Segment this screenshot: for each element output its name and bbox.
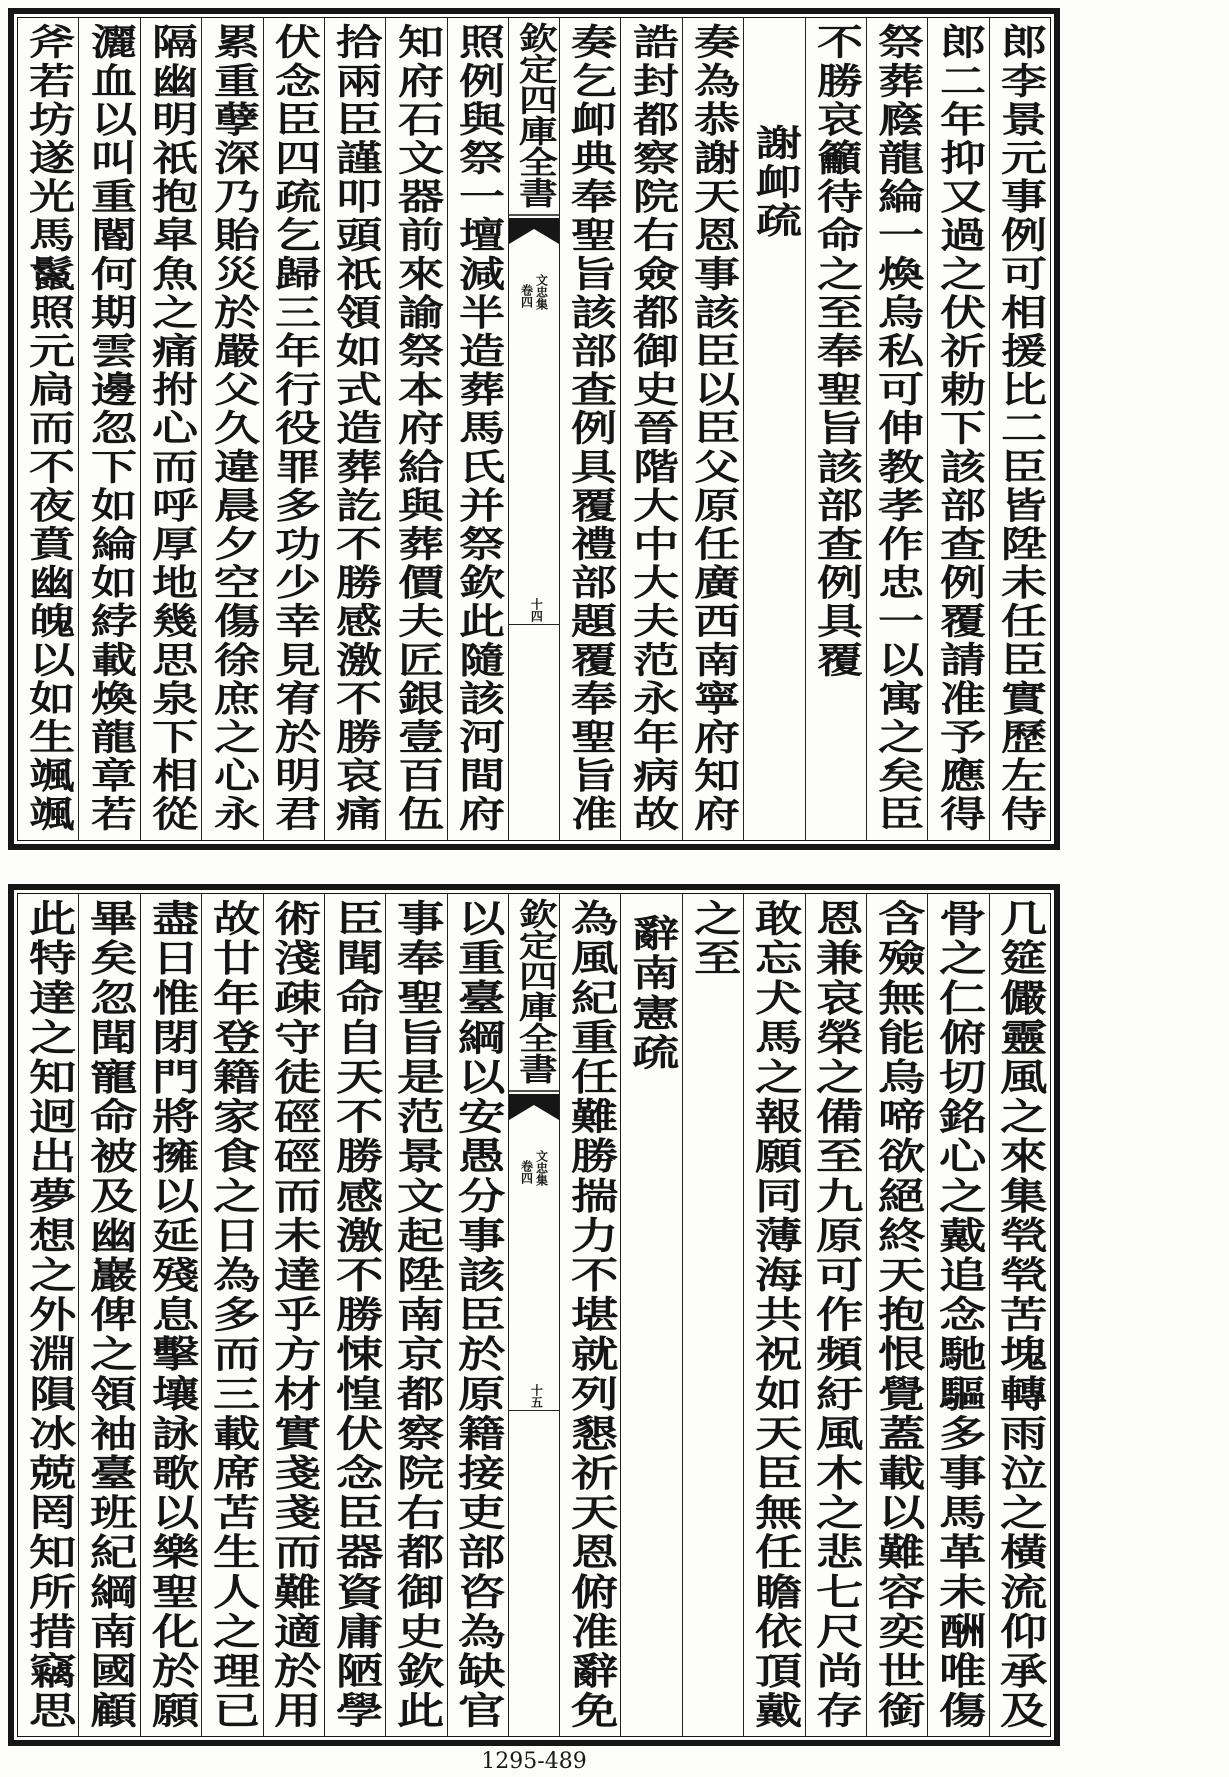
fold-rule: [509, 624, 559, 625]
column-text: 拾兩臣謹叩頭祇領如式造葬訖不勝感激不勝哀痛: [329, 23, 383, 834]
text-column: [927, 894, 988, 1736]
column-text: 祭葬廕龍綸一煥烏私可伸教孝作忠一以寓之矣臣: [871, 23, 925, 834]
text-column: [866, 894, 927, 1736]
bottom-panel: [8, 884, 1060, 1746]
center-fold-column: [508, 18, 559, 840]
column-text: 以重臺綱以安愚分事該臣於原籍接吏部咨為缺官: [450, 899, 507, 1731]
column-text: 骨之仁俯切銘心之戴追念馳驅多事馬革未酬唯傷: [930, 899, 988, 1731]
column-text: 照例與祭一壇減半造葬馬氏并祭欽此隨該河間府: [451, 23, 506, 834]
text-column: [805, 18, 866, 840]
essay-title-column: [620, 894, 681, 1736]
book-title: 文忠集: [534, 274, 549, 310]
column-text: 郎二年抑又過之伏祈勅下該部查例覆請准予應得: [932, 23, 987, 834]
text-column: [682, 18, 743, 840]
text-column: [447, 18, 508, 840]
column-text: 畢矣忽聞寵命被及幽巖俾之領袖臺班紀綱南國顧: [81, 899, 139, 1731]
column-text: 此特達之知迥出夢想之外淵隕冰兢罔知所措竊思: [20, 899, 77, 1731]
panel-frame: [17, 17, 1051, 841]
column-text: 累重孽深乃貽災於嚴父久違晨夕空傷徐庶之心永: [206, 23, 261, 834]
column-text: 郎李景元事例可相援比二臣皆陞未任臣實歷左侍: [993, 23, 1048, 834]
text-column: [866, 18, 927, 840]
column-text: 故廿年登籍家食之日為多而三載席苫生人之理已: [204, 899, 261, 1731]
volume-label: 卷四: [519, 1160, 534, 1184]
column-text: 敢忘犬馬之報願同薄海共祝如天臣無任瞻依頂戴: [746, 899, 803, 1731]
column-text: 臣聞命自天不勝感激不勝悚惶伏念臣器資庸陋學: [327, 899, 384, 1731]
leaf-number: 十五: [529, 1384, 544, 1408]
column-text: 隔幽明祇抱皐魚之痛拊心而呼厚地幾思泉下相從: [145, 23, 199, 834]
column-text: 含殮無能烏啼欲絕終天抱恨覺蓋載以難容奕世銜: [869, 899, 926, 1731]
text-column: [682, 894, 743, 1736]
text-column: [324, 18, 385, 840]
fishtail-mark: [509, 214, 559, 246]
essay-title: 辭南憲疏: [623, 914, 681, 1073]
text-column: [140, 894, 201, 1736]
column-text: 几筵儼靈風之來集煢煢苦塊轉雨泣之橫流仰承及: [992, 899, 1049, 1731]
text-column: [385, 18, 446, 840]
text-column: [201, 894, 262, 1736]
volume-label: 卷四: [519, 284, 534, 308]
text-column: [805, 894, 866, 1736]
column-text: 奏乞卹典奉聖旨該部查例具覆禮部題覆奉聖旨准: [564, 23, 619, 834]
text-column: [447, 894, 508, 1736]
text-column: [324, 894, 385, 1736]
text-column: [263, 894, 324, 1736]
fold-meta: [509, 274, 559, 310]
text-column: [559, 894, 620, 1736]
text-column: [18, 18, 78, 840]
column-text: 之至: [685, 899, 742, 979]
book-title: 文忠集: [534, 1150, 549, 1186]
series-title: 欽定四庫全書: [511, 898, 557, 1084]
top-panel: [8, 8, 1060, 850]
column-text: 伏念臣四疏乞歸三年行役罪多功少幸見宥於明君: [267, 23, 322, 834]
leaf-number: 十四: [529, 598, 544, 622]
text-column: [140, 18, 201, 840]
text-column: [18, 894, 78, 1736]
column-text: 為風紀重任難勝揣力不堪就列懇祈天恩俯准辭免: [562, 899, 619, 1731]
fold-meta: [509, 1150, 559, 1186]
column-text: 恩兼哀榮之備至九原可作頻紆風木之悲七尺尚存: [807, 899, 865, 1731]
column-text: 灑血以叫重閽何期雲邊忽下如綸如綍載煥龍章若: [83, 23, 138, 834]
column-text: 不勝哀籲待命之至奉聖旨該部查例具覆: [809, 23, 864, 680]
panel-frame: [17, 893, 1051, 1737]
series-title: 欽定四庫全書: [511, 22, 557, 208]
text-column: [201, 18, 262, 840]
text-column: [78, 894, 139, 1736]
text-column: [385, 894, 446, 1736]
essay-title: 謝卹疏: [748, 124, 803, 240]
fishtail-mark: [509, 1090, 559, 1122]
text-column: [559, 18, 620, 840]
text-column: [620, 18, 681, 840]
page-number: 1295-489: [481, 1749, 587, 1774]
column-text: 誥封都察院右僉都御史晉階大中大夫范永年病故: [625, 23, 680, 834]
column-text: 斧若坊遂光馬鬣照元扃而不夜賁幽魄以如生颯颯: [22, 23, 77, 834]
text-column: [927, 18, 988, 840]
column-text: 盡日惟閉門將擁以延殘息擊壤詠歌以樂聖化於願: [143, 899, 200, 1731]
text-column: [989, 18, 1050, 840]
text-column: [989, 894, 1050, 1736]
column-text: 術淺疎守徒硜硜而未達乎方材實戔戔而難適於用: [265, 899, 323, 1731]
column-text: 事奉聖旨是范景文起陞南京都察院右都御史欽此: [388, 899, 446, 1731]
essay-title-column: [743, 18, 804, 840]
column-text: 奏為恭謝天恩事該臣以臣父原任廣西南寧府知府: [687, 23, 741, 834]
column-text: 知府石文器前來諭祭本府給與葬價夫匠銀壹百伍: [390, 23, 445, 834]
text-column: [78, 18, 139, 840]
center-fold-column: [508, 894, 559, 1736]
text-column: [263, 18, 324, 840]
fold-rule: [509, 1410, 559, 1411]
text-column: [743, 894, 804, 1736]
